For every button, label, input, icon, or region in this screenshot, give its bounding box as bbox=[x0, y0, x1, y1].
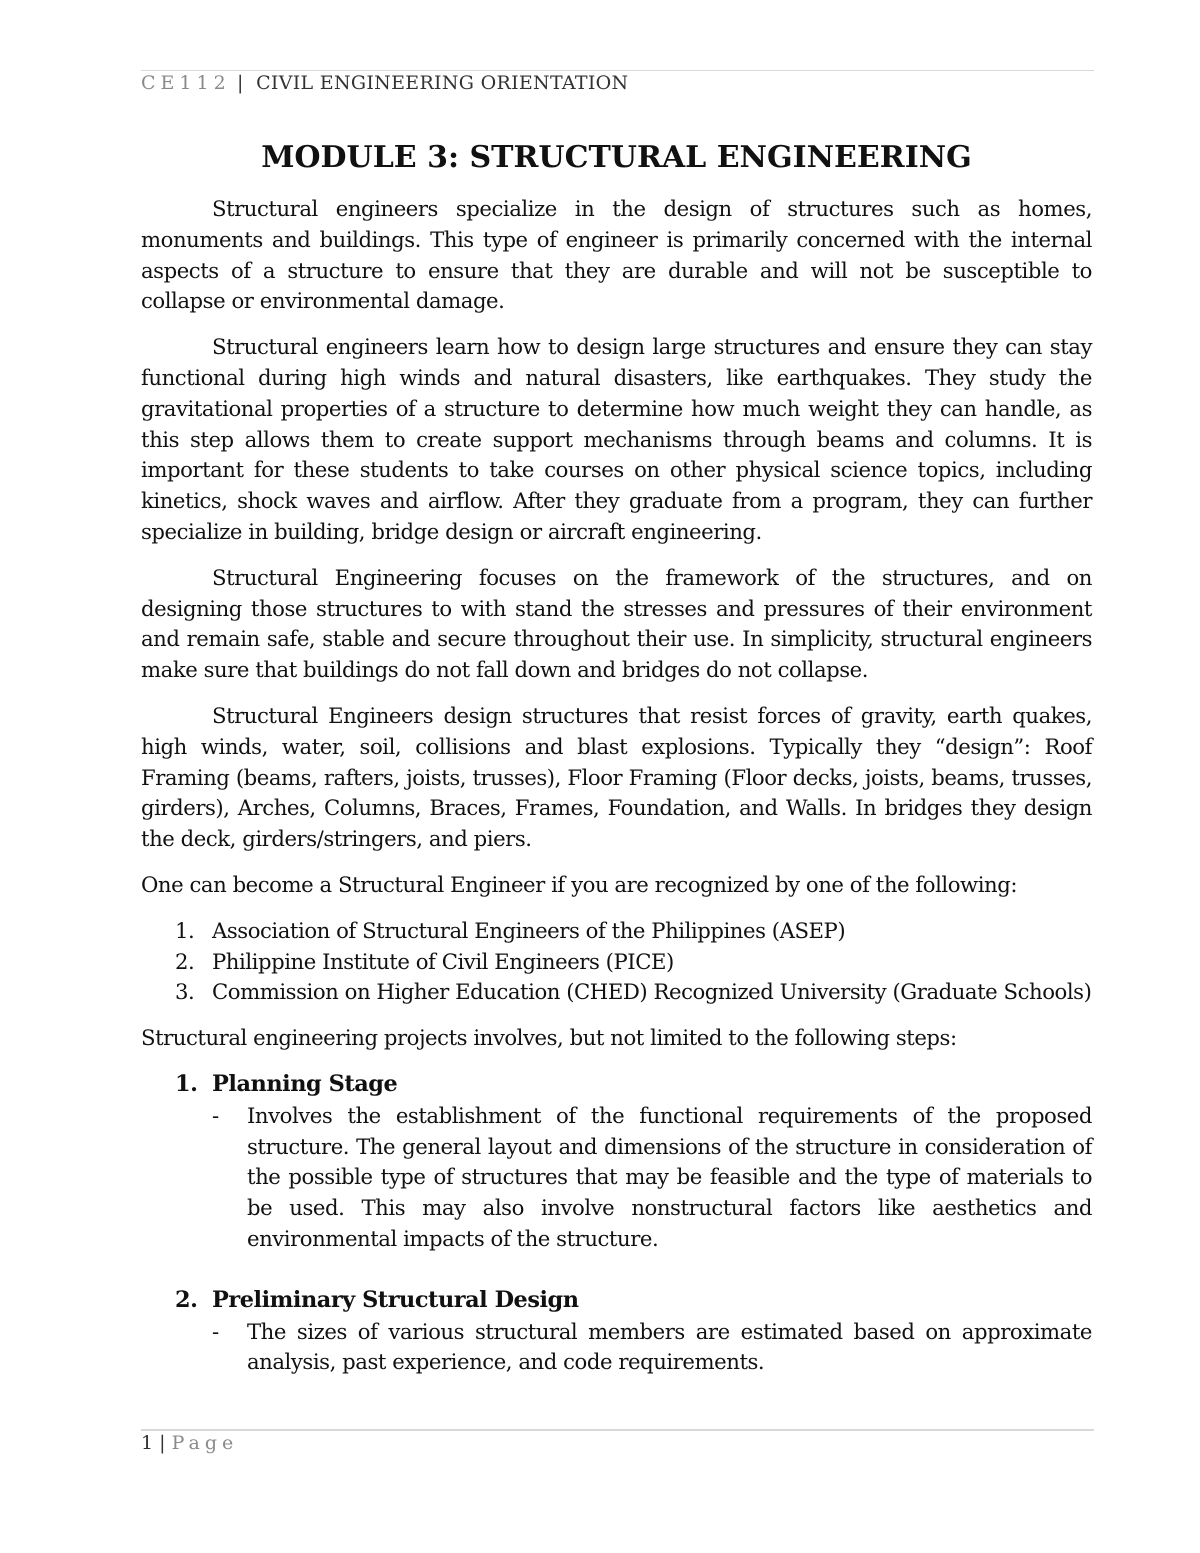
list-number: 1. bbox=[175, 917, 195, 943]
step-item bbox=[141, 1069, 1092, 1255]
step-title bbox=[141, 1069, 1092, 1100]
paragraph: Structural Engineering focuses on the framework of the structures, and on designing those structures to with stand the stresses and pressures of their environment and remain safe, stable and secure throughout their use. In simplicity, structural engineers make sure that buildings do not fall down and bridges do not collapse. bbox=[141, 564, 1092, 683]
step-number: 2. bbox=[175, 1286, 198, 1313]
course-title: CIVIL ENGINEERING ORIENTATION bbox=[256, 72, 629, 94]
recognition-list bbox=[141, 916, 1092, 1008]
list-number: 3. bbox=[175, 979, 195, 1005]
paragraph: Structural engineers learn how to design large structures and ensure they can stay functional during high winds and natural disasters, like earthquakes. They study the gravitational properties of a structure to determine how much weight they can handle, as this step allows them to create support mechanisms through beams and columns. It is important for these students to take courses on other physical science topics, including kinetics, shock waves and airflow. After they graduate from a program, they can further specialize in building, bridge design or aircraft engineering. bbox=[141, 334, 1092, 544]
list-item-text: Commission on Higher Education (CHED) Recognized University (Graduate Schools) bbox=[212, 979, 1092, 1005]
step-description bbox=[141, 1317, 1092, 1379]
page-title: MODULE 3: STRUCTURAL ENGINEERING bbox=[261, 140, 972, 175]
list-item-text: Philippine Institute of Civil Engineers (PICE) bbox=[212, 948, 674, 974]
list-item bbox=[141, 977, 1092, 1008]
list-item-text: Association of Structural Engineers of the Philippines (ASEP) bbox=[212, 917, 846, 943]
page-label: Page bbox=[171, 1432, 239, 1454]
document-body bbox=[141, 138, 1092, 1392]
header-divider bbox=[141, 70, 1094, 71]
page-footer bbox=[141, 1432, 238, 1454]
recognition-intro: One can become a Structural Engineer if you are recognized by one of the following: bbox=[141, 871, 1018, 897]
step-item bbox=[141, 1285, 1092, 1378]
list-item bbox=[141, 916, 1092, 947]
bullet-dash: - bbox=[212, 1318, 219, 1344]
step-number: 1. bbox=[175, 1070, 198, 1097]
step-title bbox=[141, 1285, 1092, 1316]
step-description bbox=[141, 1101, 1092, 1255]
bullet-dash: - bbox=[212, 1102, 219, 1128]
list-item bbox=[141, 947, 1092, 978]
footer-separator: | bbox=[159, 1432, 166, 1454]
paragraph: Structural engineers specialize in the design of structures such as homes, monuments and buildings. This type of engineer is primarily concerned with the internal aspects of a structure to ensure that they are durable and will not be susceptible to collapse or environmental damage. bbox=[141, 196, 1092, 314]
header-separator: | bbox=[237, 72, 244, 94]
footer-divider bbox=[141, 1429, 1094, 1431]
page-header bbox=[141, 72, 1094, 94]
page-number: 1 bbox=[141, 1432, 154, 1454]
step-title-text: Preliminary Structural Design bbox=[212, 1286, 579, 1313]
list-number: 2. bbox=[175, 948, 195, 974]
step-title-text: Planning Stage bbox=[212, 1070, 398, 1097]
steps-intro: Structural engineering projects involves, but not limited to the following steps: bbox=[141, 1025, 957, 1051]
step-description-text: The sizes of various structural members are estimated based on approximate analysis, past experience, and code requirements. bbox=[247, 1318, 1092, 1375]
course-code: CE112 bbox=[141, 72, 231, 94]
step-description-text: Involves the establishment of the functional requirements of the proposed structure. The general layout and dimensions of the structure in consideration of the possible type of structures that may be feasible and the type of materials to be used. This may also involve nonstructural factors like aesthetics and environmental impacts of the structure. bbox=[247, 1102, 1092, 1251]
paragraph: Structural Engineers design structures that resist forces of gravity, earth quakes, high winds, water, soil, collisions and blast explosions. Typically they “design”: Roof Framing (beams, rafters, joists, trusses), Floor Framing (Floor decks, joists, beams, trusses, girders), Arches, Columns, Braces, Frames, Foundation, and Walls. In bridges they design the deck, girders/stringers, and piers. bbox=[141, 702, 1092, 852]
